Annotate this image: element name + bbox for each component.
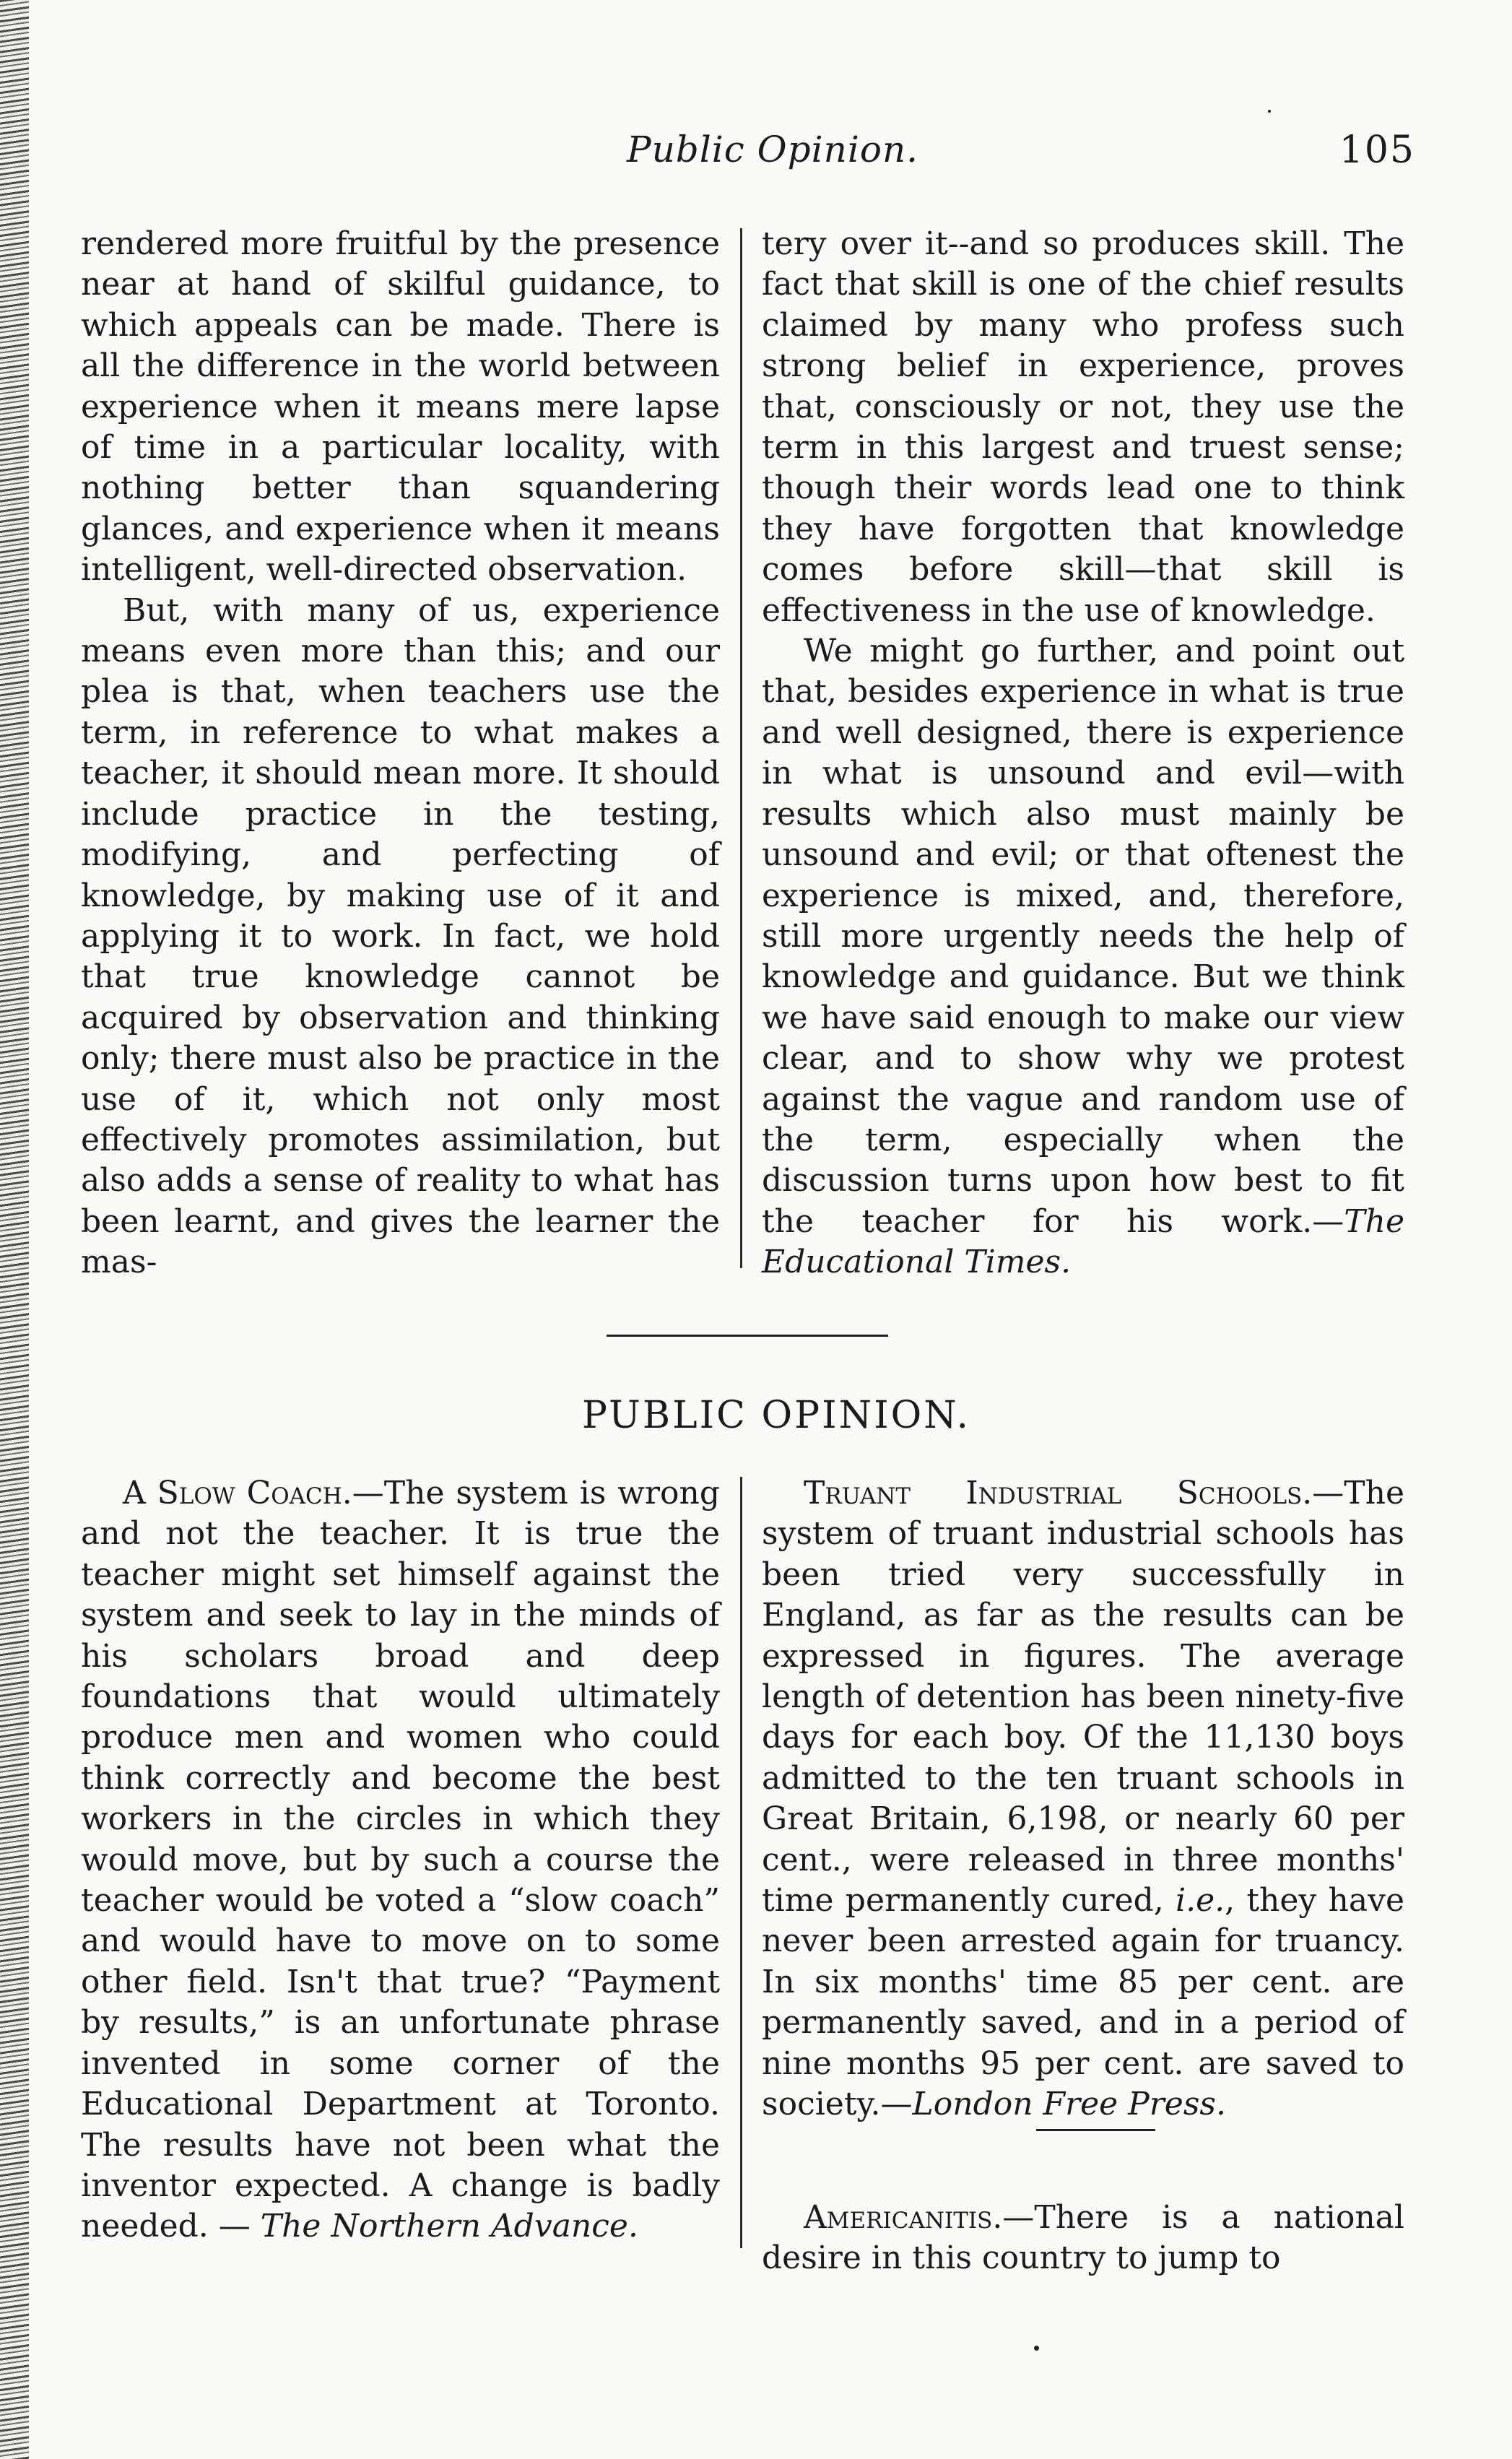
article-divider <box>1036 2129 1155 2131</box>
abbreviation: i.e. <box>1176 1882 1225 1920</box>
book-binding-edge <box>0 0 29 2459</box>
paragraph <box>762 2198 1404 2279</box>
paragraph-text: —The system is wrong and not the teacher. It is true the teacher might set himself against the system and seek to lay in the minds of his scholars broad and deep foundations that would ultimately produce men and women who could think correctly and become the best workers in the circles in which they would move, but by such a course the teacher would be voted a “slow coach” and would have to move on to some other field. Isn't that true? “Payment by results,” is an unfortunate phrase invented in some corner of the Educational Department at Toronto. The results have not been what the inventor expected. A change is badly needed. — <box>81 1475 720 2245</box>
paragraph-text: We might go further, and point out that, besides experience in what is true and well designed, there is experience in what is unsound and evil—with results which also must mainly be unsound and evil; or that oftenest the experience is mixed, and, therefore, still more urgently needs the help of knowledge and guidance. But we think we have said enough to make our view clear, and to show why we protest against the vague and random use of the term, especially when the discussion turns upon how best to fit the teacher for his work.— <box>762 633 1404 1240</box>
article-heading: Truant Industrial Schools. <box>804 1475 1313 1512</box>
column-divider <box>740 228 742 1268</box>
paragraph: tery over it--and so produces skill. The fact that skill is one of the chief results claimed by many who profess such strong belief in experience, proves that, consciously or not, they use the term in this largest and truest sense; though their words lead one to think they have forgotten that knowledge comes before skill—that skill is effectiveness in the use of knowledge. <box>762 225 1404 629</box>
lower-right-column <box>762 1473 1404 2278</box>
paragraph-text: —There is a national desire in this country to jump to <box>762 2198 1404 2276</box>
source-citation: The Educational Times. <box>762 1202 1404 1281</box>
source-citation: London Free Press. <box>912 2086 1226 2123</box>
page-header <box>79 129 1415 186</box>
section-divider <box>607 1335 888 1337</box>
paragraph <box>762 631 1404 1283</box>
upper-right-column <box>762 224 1404 1283</box>
paragraph <box>81 1473 720 2247</box>
spacer <box>762 2125 1404 2198</box>
article-heading: Americanitis. <box>804 2198 1003 2236</box>
paragraph-text: , they have never been arrested again for truancy. In six months' time 85 per cent. are permanently saved, and in a period of nine months 95 per cent. are saved to society.— <box>762 1882 1404 2123</box>
paragraph: But, with many of us, experience means even more than this; and our plea is that, when teachers use the term, in reference to what makes a teacher, it should mean more. It should include practice in the testing, modifying, and perfecting of knowledge, by making use of it and applying it to work. In fact, we hold that true knowledge cannot be acquired by observation and thinking only; there must also be practice in the use of it, which not only most effectively promotes assimilation, but also adds a sense of reality to what has been learnt, and gives the learner the mas- <box>81 591 720 1281</box>
lower-left-column <box>81 1473 720 2247</box>
column-divider <box>740 1477 742 2248</box>
page-number: 105 <box>1339 129 1415 172</box>
ink-speck <box>1034 2346 1039 2351</box>
paragraph: rendered more fruitful by the presence near at hand of skilful guidance, to which appeals can be made. There is all the difference in the world between experience when it means mere lapse of time in a particular locality, with nothing better than squandering glances, and experience when it means intelligent, well-directed observation. <box>81 225 720 589</box>
section-title: PUBLIC OPINION. <box>581 1394 971 1437</box>
upper-left-column <box>81 224 720 1283</box>
article-heading: A Slow Coach. <box>123 1475 352 1512</box>
running-title: Public Opinion. <box>626 129 919 170</box>
paragraph <box>762 1473 1404 2125</box>
source-citation: The Northern Advance. <box>260 2208 638 2245</box>
paragraph-text: —The system of truant industrial schools has been tried very successfully in England, as far as the results can be expressed in figures. The average length of detention has been ninety-five days for each boy. Of the 11,130 boys admitted to the ten truant schools in Great Britain, 6,198, or nearly 60 per cent., were released in three months' time permanently cured, <box>762 1475 1404 1920</box>
ink-speck <box>1268 110 1271 113</box>
